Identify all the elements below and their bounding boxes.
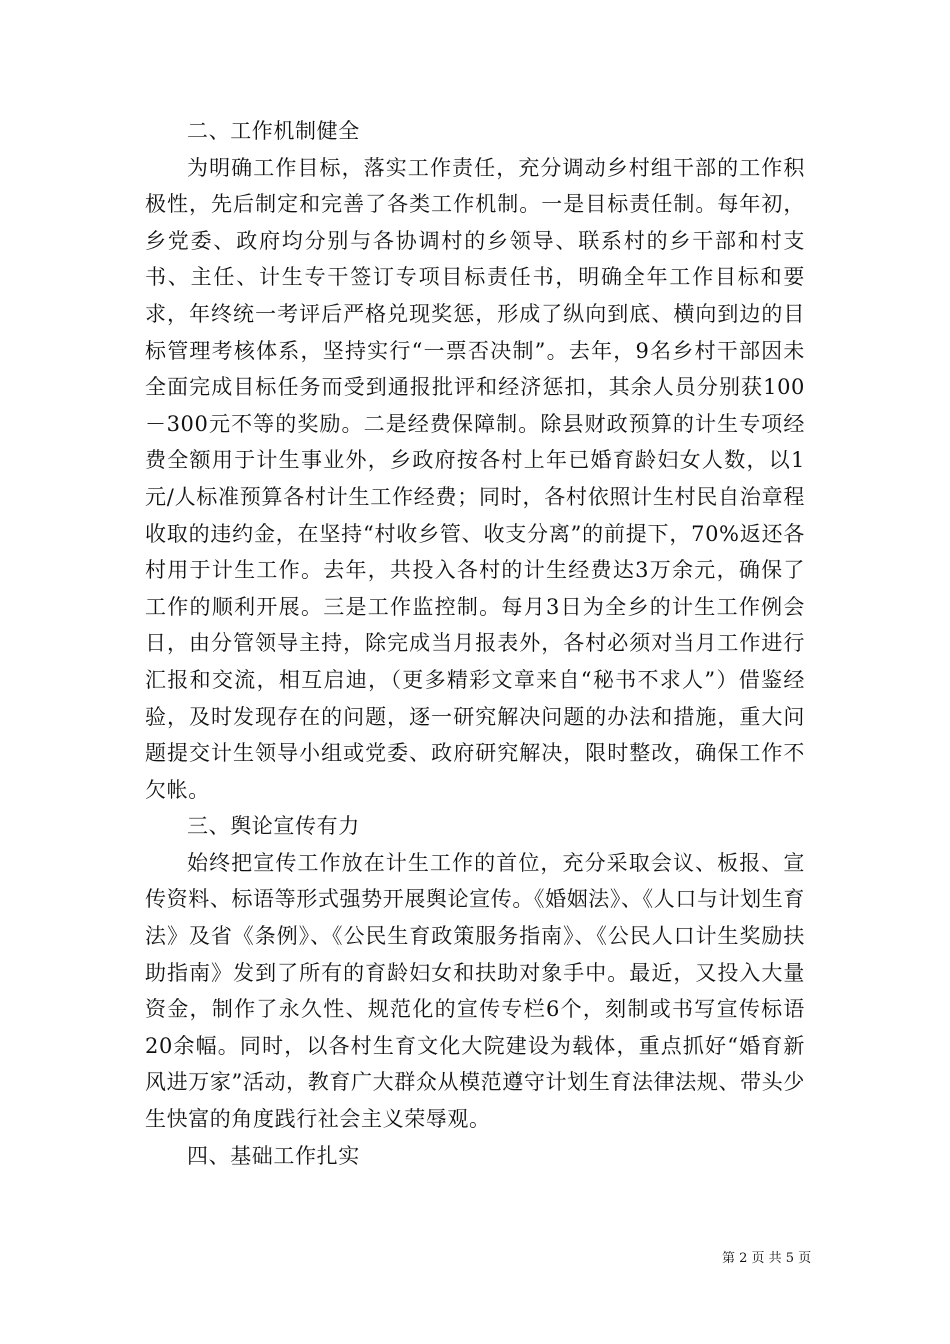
section-heading-mechanism: 二、工作机制健全 [187, 119, 360, 143]
section-heading-foundation: 四、基础工作扎实 [187, 1143, 360, 1168]
body-text [145, 113, 805, 1174]
page-number: 第 2 页 共 5 页 [722, 1251, 812, 1266]
paragraph-mechanism: 为明确工作目标，落实工作责任，充分调动乡村组干部的工作积极性，先后制定和完善了各类工作机制。一是目标责任制。每年初，乡党委、政府均分别与各协调村的乡领导、联系村的乡干部和村支书、主任、计生专干签订专项目标责任书，明确全年工作目标和要求，年终统一考评后严格兑现奖惩，形成了纵向到底、横向到边的目标管理考核体系，坚持实行“一票否决制”。去年，9名乡村干部因未全面完成目标任务而受到通报批评和经济惩扣，其余人员分别获100－300元不等的奖励。二是经费保障制。除县财政预算的计生专项经费全额用于计生事业外，乡政府按各村上年已婚育龄妇女人数，以1元/人标准预算各村计生工作经费；同时，各村依照计生村民自治章程收取的违约金，在坚持“村收乡管、收支分离”的前提下，70%返还各村用于计生工作。去年，共投入各村的计生经费达3万余元，确保了工作的顺利开展。三是工作监控制。每月3日为全乡的计生工作例会日，由分管领导主持，除完成当月报表外，各村必须对当月工作进行汇报和交流，相互启迪，（更多精彩文章来自“秘书不求人”）借鉴经验，及时发现存在的问题，逐一研究解决问题的办法和措施，重大问题提交计生领导小组或党委、政府研究解决，限时整改，确保工作不欠帐。 [145, 155, 805, 802]
paragraph-publicity: 始终把宣传工作放在计生工作的首位，充分采取会议、板报、宣传资料、标语等形式强势开展舆论宣传。《婚姻法》、《人口与计划生育法》及省《条例》、《公民生育政策服务指南》、《公民人口计生奖励扶助指南》发到了所有的育龄妇女和扶助对象手中。最近，又投入大量资金，制作了永久性、规范化的宣传专栏6个，刻制或书写宣传标语20余幅。同时，以各村生育文化大院建设为载体，重点抓好“婚育新风进万家”活动，教育广大群众从模范遵守计划生育法律法规、带头少生快富的角度践行社会主义荣辱观。 [145, 850, 805, 1132]
section-heading-publicity: 三、舆论宣传有力 [187, 814, 360, 839]
